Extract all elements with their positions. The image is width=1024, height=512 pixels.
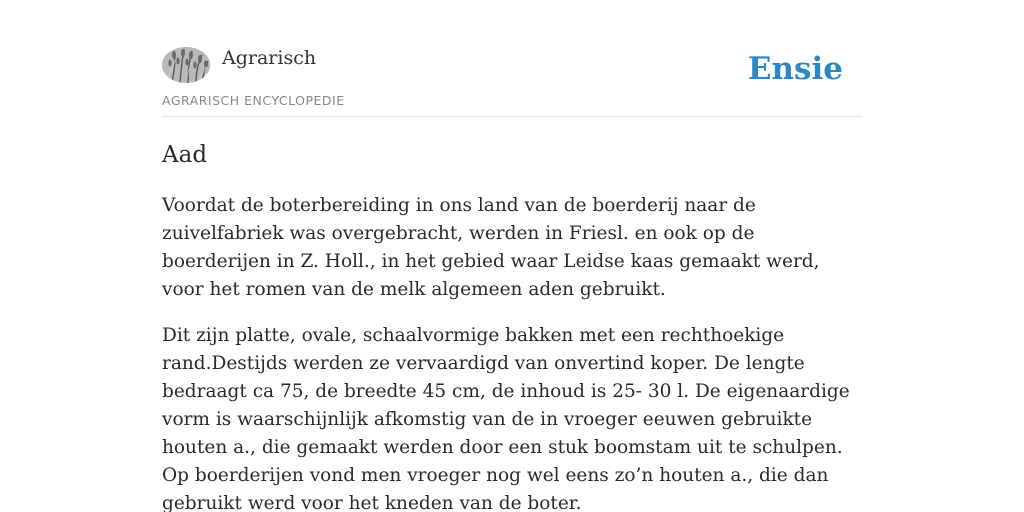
source-subtitle: AGRARISCH ENCYCLOPEDIE [162, 93, 345, 108]
wheat-icon[interactable] [162, 47, 210, 83]
article-paragraph: Voordat de boterbereiding in ons land van de boerderij naar de zuivelfabriek was overgebracht, werden in Friesl. en ook op de boerderijen in Z. Holl., in het gebied waar Leidse kaas gemaakt werd, voor het romen van de melk algemeen aden gebruikt. [162, 195, 820, 300]
header [162, 44, 862, 117]
article-paragraph: Dit zijn platte, ovale, schaalvormige bakken met een rechthoekige rand.Destijds werden ze vervaardigd van onvertind koper. De lengte bedraagt ca 75, de breedte 45 cm, de inhoud is 25- 30 l. De eigenaardige vorm is waarschijnlijk afkomstig van de in vroeger eeuwen gebruikte houten a., die gemaakt werden door een stuk boomstam uit te schulpen. Op boerderijen vond men vroeger nog wel eens zo’n houten a., die dan gebruikt werd voor het kneden van de boter. [162, 325, 850, 512]
article-title: Aad [162, 142, 208, 168]
brand-logo-link[interactable]: Ensie [747, 51, 843, 87]
article-body [162, 192, 866, 512]
source-name-link[interactable]: Agrarisch [222, 47, 317, 69]
